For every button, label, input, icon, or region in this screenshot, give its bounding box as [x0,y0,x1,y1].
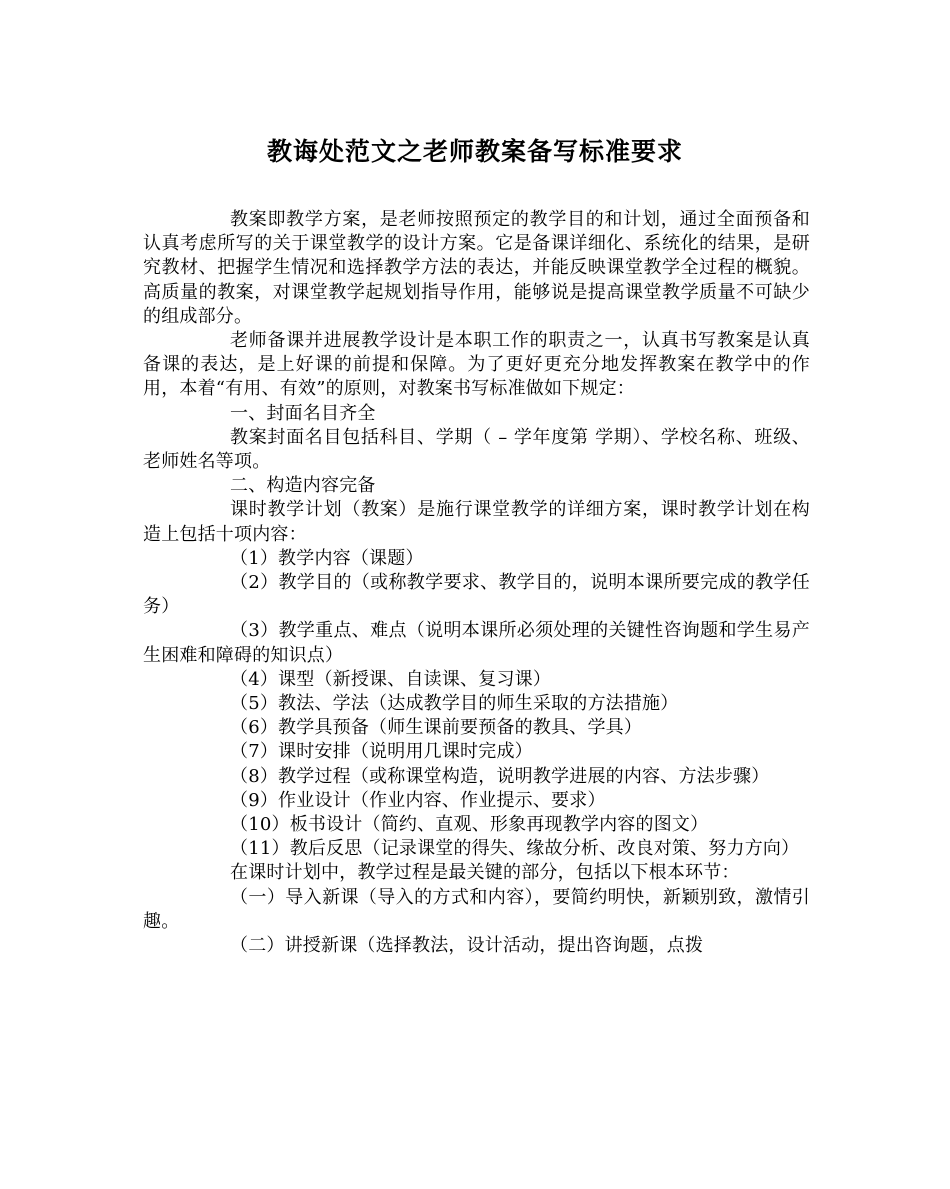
list-item: （一）导入新课（导入的方式和内容），要简约明快，新颖别致，激情引趣。 [143,886,810,932]
paragraph-process: 在课时计划中，教学过程是最关键的部分，包括以下根本环节： [230,862,740,884]
section-heading-structure: 二、构造内容完备 [230,475,376,497]
list-item: （8）教学过程（或称课堂构造，说明教学进展的内容、方法步骤） [230,765,770,787]
document-title: 教诲处范文之老师教案备写标准要求 [266,137,683,166]
list-item: （二）讲授新课（选择教法，设计活动，提出咨询题，点拨 [230,935,704,957]
paragraph-structure: 课时教学计划（教案）是施行课堂教学的详细方案，课时教学计划在构造上包括十项内容： [143,499,810,545]
paragraph-intro: 教案即教学方案，是老师按照预定的教学目的和计划，通过全面预备和认真考虑所写的关于课堂教学的设计方案。它是备课详细化、系统化的结果，是研究教材、把握学生情况和选择教学方法的表达，并能反映课堂教学全过程的概貌。高质量的教案，对课堂教学起规划指导作用，能够说是提高课堂教学质量不可缺少的组成部分。 [143,209,810,327]
list-item: （6）教学具预备（师生课前要预备的教具、学具） [230,717,643,739]
list-item: （9）作业设计（作业内容、作业提示、要求） [230,789,606,811]
list-item: （4）课型（新授课、自读课、复习课） [230,668,552,690]
list-item: （7）课时安排（说明用几课时完成） [230,741,533,763]
list-item: （2）教学目的（或称教学要求、教学目的，说明本课所要完成的教学任务） [143,572,810,618]
list-item: （1）教学内容（课题） [230,547,424,569]
list-item: （10）板书设计（简约、直观、形象再现教学内容的图文） [230,814,709,836]
list-item: （11）教后反思（记录课堂的得失、缘故分析、改良对策、努力方向） [230,838,800,860]
paragraph-duty: 老师备课并进展教学设计是本职工作的职责之一，认真书写教案是认真备课的表达，是上好课的前提和保障。为了更好更充分地发挥教案在教学中的作用，本着“有用、有效”的原则，对教案书写标准做如下规定： [143,330,810,400]
list-item: （3）教学重点、难点（说明本课所必须处理的关键性咨询题和学生易产生困难和障碍的知识点） [143,620,810,666]
paragraph-cover: 教案封面名目包括科目、学期（ – 学年度第 学期）、学校名称、班级、老师姓名等项。 [143,426,810,473]
list-item: （5）教法、学法（达成教学目的师生采取的方法措施） [230,693,679,715]
section-heading-cover: 一、封面名目齐全 [230,402,376,424]
document-body [143,208,810,958]
